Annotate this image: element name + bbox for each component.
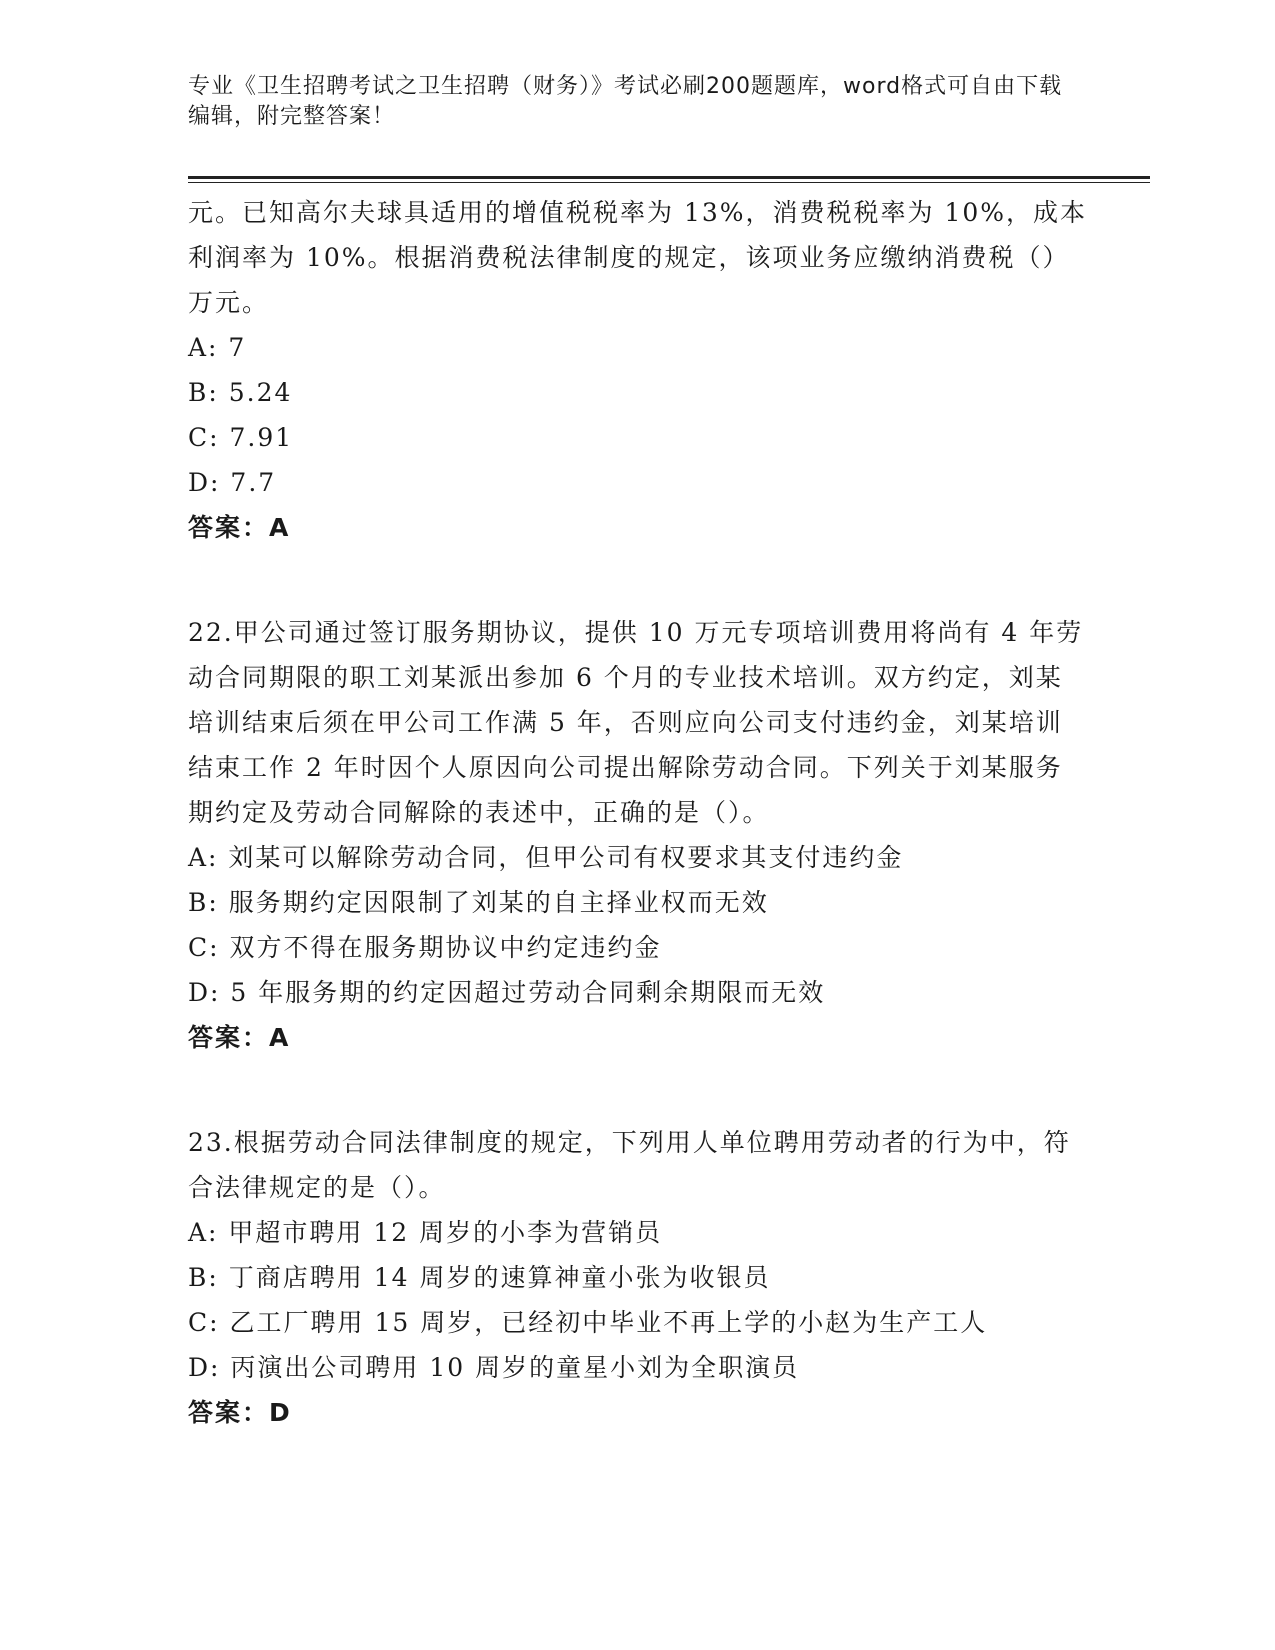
- question-21: [188, 190, 1088, 550]
- option-b: B: 丁商店聘用 14 周岁的速算神童小张为收银员: [188, 1263, 771, 1292]
- question-spacer: [188, 1060, 1088, 1120]
- option-a: A: 甲超市聘用 12 周岁的小李为营销员: [188, 1218, 663, 1247]
- option-d: D: 7.7: [188, 468, 277, 497]
- document-body: [188, 190, 1088, 1435]
- option-b: B: 服务期约定因限制了刘某的自主择业权而无效: [188, 888, 769, 917]
- question-23: [188, 1120, 1088, 1435]
- option-c: C: 双方不得在服务期协议中约定违约金: [188, 933, 662, 962]
- option-d: D: 5 年服务期的约定因超过劳动合同剩余期限而无效: [188, 978, 826, 1007]
- option-d: D: 丙演出公司聘用 10 周岁的童星小刘为全职演员: [188, 1353, 800, 1382]
- answer-line: 答案：D: [188, 1398, 292, 1427]
- header-divider-thick: [188, 176, 1150, 179]
- question-stem: 23.根据劳动合同法律制度的规定，下列用人单位聘用劳动者的行为中，符合法律规定的是（）。: [188, 1128, 1071, 1202]
- header-divider-thin: [188, 182, 1150, 183]
- answer-line: 答案：A: [188, 513, 291, 542]
- question-22: [188, 610, 1088, 1060]
- option-a: A: 刘某可以解除劳动合同，但甲公司有权要求其支付违约金: [188, 843, 904, 872]
- question-stem: 元。已知高尔夫球具适用的增值税税率为 13%，消费税税率为 10%，成本利润率为 10%。根据消费税法律制度的规定，该项业务应缴纳消费税（）万元。: [188, 198, 1088, 317]
- document-header: 专业《卫生招聘考试之卫生招聘（财务）》考试必刷200题题库，word格式可自由下载编辑，附完整答案！: [188, 74, 1063, 129]
- question-spacer: [188, 550, 1088, 610]
- option-c: C: 乙工厂聘用 15 周岁，已经初中毕业不再上学的小赵为生产工人: [188, 1308, 988, 1337]
- option-a: A: 7: [188, 333, 247, 362]
- question-stem: 22.甲公司通过签订服务期协议，提供 10 万元专项培训费用将尚有 4 年劳动合同期限的职工刘某派出参加 6 个月的专业技术培训。双方约定，刘某培训结束后须在甲公司工作满 5 年，否则应向公司支付违约金，刘某培训结束工作 2 年时因个人原因向公司提出解除劳动合同。下列关于刘某服务期约定及劳动合同解除的表述中，正确的是（）。: [188, 618, 1084, 827]
- option-c: C: 7.91: [188, 423, 294, 452]
- option-b: B: 5.24: [188, 378, 293, 407]
- answer-line: 答案：A: [188, 1023, 291, 1052]
